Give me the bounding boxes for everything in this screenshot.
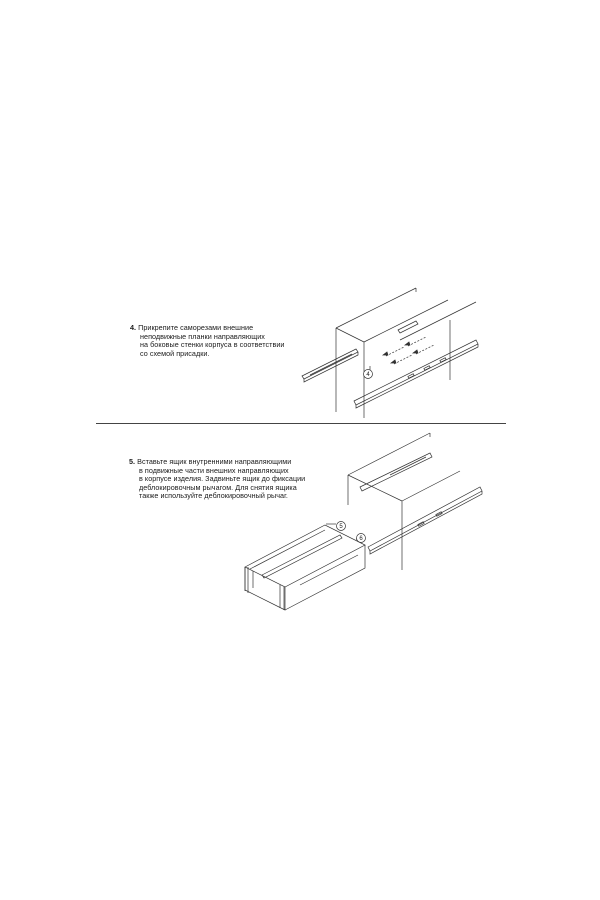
step-5-illustration bbox=[240, 425, 500, 625]
step-4-line-2: неподвижные планки направляющих bbox=[140, 331, 265, 341]
step-5-line-4: деблокировочным рычагом. Для снятия ящика bbox=[139, 482, 297, 492]
step-5-line-3: в корпусе изделия. Задвиньте ящик до фиксации bbox=[139, 474, 306, 484]
step-4-text bbox=[130, 324, 284, 358]
step-5-line-5: также используйте деблокировочный рычаг. bbox=[139, 491, 288, 501]
callout-5 bbox=[337, 522, 346, 531]
svg-text:4: 4 bbox=[366, 372, 370, 379]
step-5-number: 5. bbox=[129, 457, 136, 466]
callout-4 bbox=[364, 370, 373, 379]
step-4-line-1: 4. Прикрепите саморезами внешние bbox=[130, 323, 254, 332]
svg-text:6: 6 bbox=[359, 536, 363, 543]
step-5-line-2: в подвижные части внешних направляющих bbox=[139, 465, 289, 475]
step-5-line-1: 5. Вставьте ящик внутренними направляющими bbox=[129, 457, 292, 466]
step-4-line-4: со схемой присадки. bbox=[140, 348, 210, 358]
step-4-number: 4. bbox=[130, 323, 137, 332]
svg-text:5: 5 bbox=[339, 524, 343, 531]
section-divider bbox=[96, 423, 506, 424]
step-4-illustration bbox=[300, 280, 500, 420]
step-4-line-3: на боковые стенки корпуса в соответствии bbox=[140, 340, 285, 350]
callout-6 bbox=[357, 534, 366, 543]
